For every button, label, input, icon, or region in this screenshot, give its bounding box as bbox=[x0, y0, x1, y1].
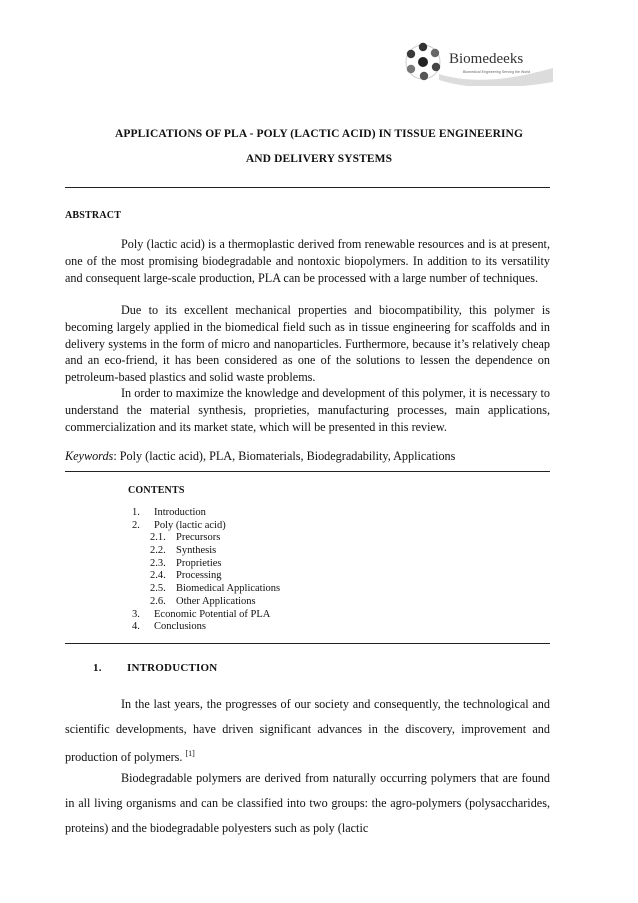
abstract-paragraph-3 bbox=[65, 385, 550, 435]
toc-label: Synthesis bbox=[176, 545, 217, 557]
toc-number: 3. bbox=[132, 608, 140, 620]
toc-item[interactable] bbox=[128, 621, 280, 634]
introduction-number: 1. bbox=[93, 662, 102, 674]
toc-number: 2.6. bbox=[150, 595, 166, 607]
toc-number: 2.1. bbox=[150, 532, 166, 544]
toc-label: Proprieties bbox=[176, 557, 222, 569]
toc-label: Conclusions bbox=[154, 621, 206, 633]
divider-contents-bottom bbox=[65, 643, 550, 644]
toc-label: Introduction bbox=[154, 507, 206, 518]
toc-subitem[interactable] bbox=[128, 545, 280, 558]
abstract-p1-text: Poly (lactic acid) is a thermoplastic derived from renewable resources and is at present, one of the most promising biodegradable and nontoxic biopolymers. In addition to its versatility and consequent large-scale production, PLA can be processed with a large number of techniques. bbox=[65, 237, 550, 285]
toc-item[interactable] bbox=[128, 609, 280, 622]
introduction-title: INTRODUCTION bbox=[127, 662, 218, 674]
abstract-p3-text: In order to maximize the knowledge and development of this polymer, it is necessary to understand the material synthesis, proprieties, manufacturing processes, main applications, commercialization and its market state, which will be presented in this review. bbox=[65, 386, 550, 434]
toc-label: Other Applications bbox=[176, 595, 256, 607]
toc-number: 2.5. bbox=[150, 583, 166, 595]
contents-heading: CONTENTS bbox=[128, 485, 185, 496]
introduction-paragraph-1 bbox=[65, 692, 550, 769]
divider-contents-top bbox=[65, 471, 550, 472]
logo-tagline: Biomedical Engineering Serving the World bbox=[463, 70, 531, 74]
keywords-text: : Poly (lactic acid), PLA, Biomaterials, Biodegradability, Applications bbox=[113, 449, 456, 463]
toc-number: 2.2. bbox=[150, 545, 166, 557]
keywords-line bbox=[65, 449, 455, 464]
toc-number: 2.3. bbox=[150, 557, 166, 569]
abstract-paragraph-1 bbox=[65, 236, 550, 286]
toc-subitem[interactable] bbox=[128, 596, 280, 609]
biomedeeks-logo bbox=[403, 38, 555, 86]
intro-p2-text: Biodegradable polymers are derived from naturally occurring polymers that are found in all living organisms and can be classified into two groups: the agro-polymers (polysaccharides, proteins) and the biodegradable polyesters such as poly (lactic bbox=[65, 771, 550, 835]
table-of-contents bbox=[128, 507, 280, 634]
toc-label: Processing bbox=[176, 570, 222, 582]
toc-label: Precursors bbox=[176, 532, 221, 544]
abstract-heading: ABSTRACT bbox=[65, 210, 122, 221]
toc-number: 1. bbox=[132, 507, 140, 518]
toc-number: 2.4. bbox=[150, 570, 166, 582]
logo-wordmark: Biomedeeks bbox=[449, 51, 524, 67]
toc-number: 4. bbox=[132, 621, 140, 633]
introduction-heading bbox=[93, 662, 217, 674]
paper-title-line-1: APPLICATIONS OF PLA - POLY (LACTIC ACID) IN TISSUE ENGINEERING bbox=[114, 128, 524, 140]
toc-item[interactable] bbox=[128, 520, 280, 533]
toc-label: Economic Potential of PLA bbox=[154, 608, 271, 620]
logo-graphic bbox=[403, 38, 555, 86]
citation-1[interactable]: [1] bbox=[185, 748, 195, 758]
abstract-paragraph-2 bbox=[65, 302, 550, 386]
toc-subitem[interactable] bbox=[128, 583, 280, 596]
toc-label: Biomedical Applications bbox=[176, 583, 281, 595]
divider-top bbox=[65, 187, 550, 188]
toc-item[interactable] bbox=[128, 507, 280, 520]
abstract-p2-text: Due to its excellent mechanical properties and biocompatibility, this polymer is becoming largely applied in the biomedical field such as in tissue engineering for scaffolds and in delivery systems in the form of micro and nanoparticles. Furthermore, because it’s relatively cheap and an eco-friend, it has been considered as one of the solutions to lessen the dependence on petroleum-based plastics and solid waste problems. bbox=[65, 303, 550, 385]
introduction-paragraph-2 bbox=[65, 766, 550, 840]
toc-subitem[interactable] bbox=[128, 532, 280, 545]
keywords-label: Keywords bbox=[65, 449, 114, 463]
toc-subitem[interactable] bbox=[128, 570, 280, 583]
toc-subitem[interactable] bbox=[128, 558, 280, 571]
toc-label: Poly (lactic acid) bbox=[154, 519, 226, 531]
intro-p1-text: In the last years, the progresses of our society and consequently, the technological and scientific developments, have driven significant advances in the discovery, improvement and production of polymers. bbox=[65, 697, 550, 764]
paper-title-line-2: AND DELIVERY SYSTEMS bbox=[245, 153, 393, 165]
toc-number: 2. bbox=[132, 519, 140, 531]
